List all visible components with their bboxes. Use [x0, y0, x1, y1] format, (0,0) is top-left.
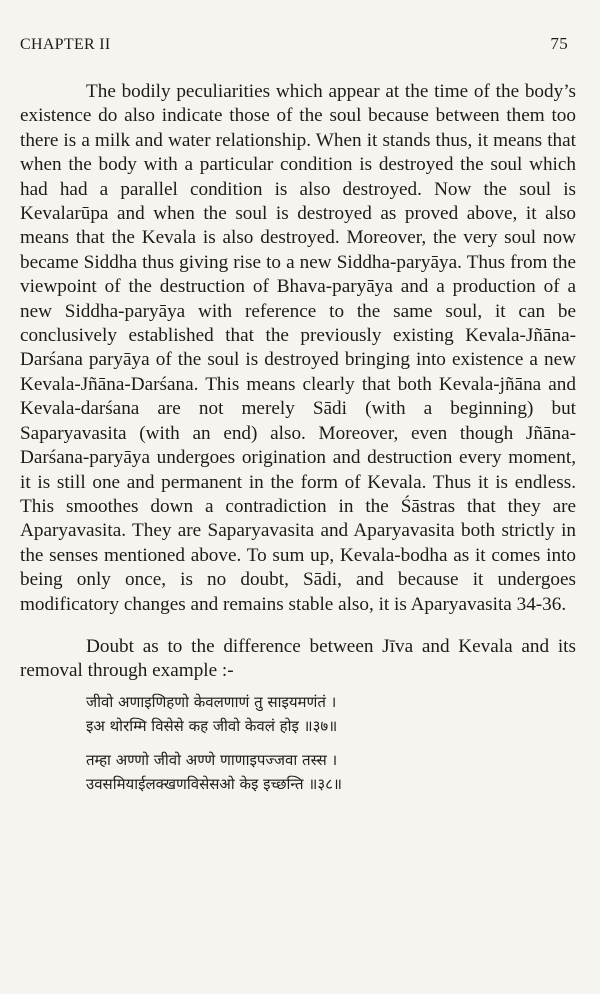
verse-37-line-2: इअ थोरम्मि विसेसे कह जीवो केवलं होइ ॥३७॥ [86, 716, 338, 735]
body-paragraph-2: Doubt as to the difference between Jīva and Kevala and its removal through example :- [20, 635, 576, 682]
page-number: 75 [550, 34, 568, 53]
running-header [20, 34, 576, 54]
chapter-heading: CHAPTER II [20, 36, 111, 53]
verse-38-line-1: तम्हा अण्णो जीवो अण्णे णाणाइपज्जवा तस्स । [86, 750, 338, 769]
verse-38-line-2: उवसमियाईलक्खणविसेसओ केइ इच्छन्ति ॥३८॥ [86, 774, 342, 793]
body-paragraph-1: The bodily peculiarities which appear at the time of the body’s existence do also indicate those of the soul because between them too there is a milk and water relationship. When it stands thus, it means that when the body with a particular condition is destroyed the soul which had had a parallel condition is also destroyed. Now the soul is Kevalarūpa and when the soul is destroyed as proved above, it also means that the Kevala is also destroyed. Moreover, the very soul now became Siddha thus giving rise to a new Siddha-paryāya. Thus from the viewpoint of the destruction of Bhava-paryāya and a production of a new Siddha-paryāya with reference to the same soul, it can be conclusively established that the previously existing Kevala-Jñāna-Darśana paryāya of the soul is destroyed bringing into existence a new Kevala-Jñāna-Darśana. This means clearly that both Kevala-jñāna and Kevala-darśana are not merely Sādi (with a beginning) but Saparyavasita (with an end) also. Moreover, even though Jñāna-Darśana-paryāya undergoes origination and destruction every moment, it is still one and permanent in the form of Kevala. Thus it is endless. This smoothes down a contradiction in the Śāstras that they are Aparyavasita. They are Saparyavasita and Aparyavasita both strictly in the senses mentioned above. To sum up, Kevala-bodha as it comes into being only once, is no doubt, Sādi, and because it undergoes modificatory changes and remains stable also, it is Aparyavasita 34-36. [20, 81, 576, 615]
verse-37-line-1: जीवो अणाइणिहणो केवलणाणं तु साइयमणंतं । [86, 692, 337, 711]
verse-gap [20, 738, 576, 748]
